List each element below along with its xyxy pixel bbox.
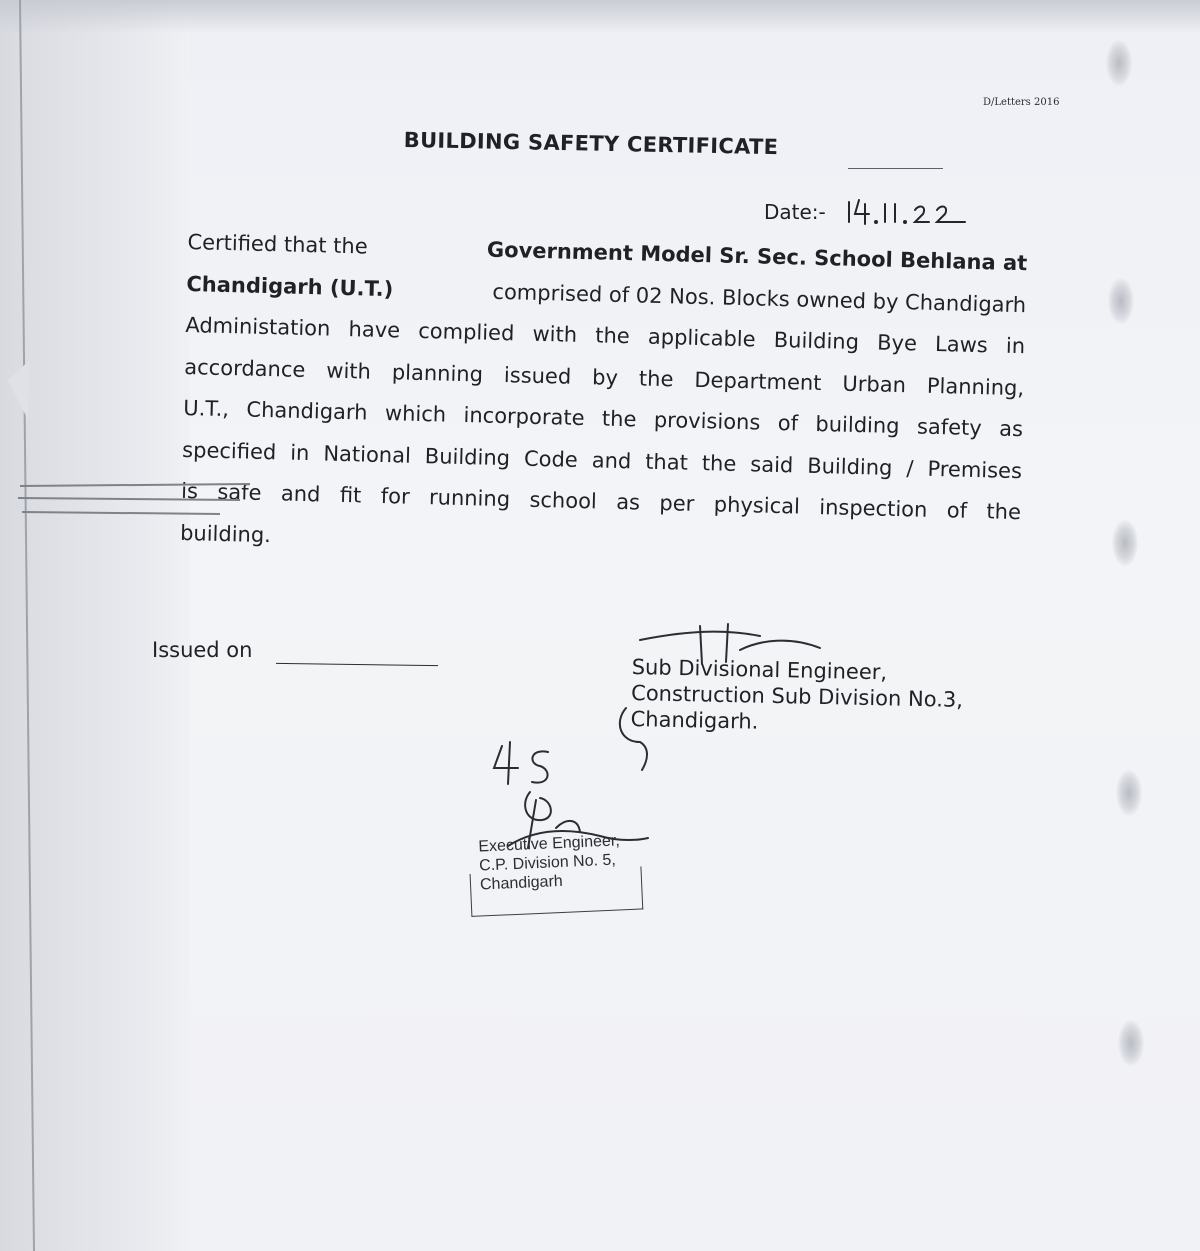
school-location: Chandigarh (U.T.) <box>186 271 394 301</box>
body-text: building. <box>179 520 272 547</box>
punch-hole-5 <box>1118 1020 1144 1066</box>
ee-signature <box>0 0 700 900</box>
body-text: accordance with planning issued by the Department Urban Planning, <box>184 354 1025 400</box>
body-text: U.T., Chandigarh which incorporate the provisions of building safety as <box>182 395 1024 442</box>
stamp-city: Chandigarh <box>479 872 564 894</box>
reference-mark: D/Letters 2016 <box>983 97 1060 108</box>
school-name: Government Model Sr. Sec. School Behlana at <box>486 237 1028 276</box>
punch-hole-3 <box>1112 520 1138 566</box>
issued-on-label: Issued on <box>152 638 253 662</box>
punch-hole-2 <box>1108 278 1134 324</box>
date-label: Date:- <box>764 200 826 224</box>
stamp-border <box>470 866 644 916</box>
punch-hole-1 <box>1106 40 1132 86</box>
signatory-city: Chandigarh. <box>630 706 759 734</box>
punch-hole-4 <box>1116 770 1142 816</box>
stamp-division: C.P. Division No. 5, <box>478 851 617 875</box>
body-text: Certified that the <box>187 229 368 259</box>
body-text: specified in National Building Code and that the said Building / Premises <box>181 437 1023 483</box>
executive-engineer-stamp <box>468 830 643 915</box>
signatory-title: Sub Divisional Engineer, <box>631 654 888 685</box>
signatory-office: Construction Sub Division No.3, <box>630 680 964 712</box>
body-text: Administation have complied with the applicable Building Bye Laws in <box>185 312 1026 359</box>
body-text: comprised of 02 Nos. Blocks owned by Chandigarh <box>492 279 1027 317</box>
stamp-title: Executive Engineer, <box>478 832 621 856</box>
certificate-title: BUILDING SAFETY CERTIFICATE <box>403 128 779 160</box>
body-text: is safe and fit for running school as per physical inspection of the <box>180 478 1022 525</box>
